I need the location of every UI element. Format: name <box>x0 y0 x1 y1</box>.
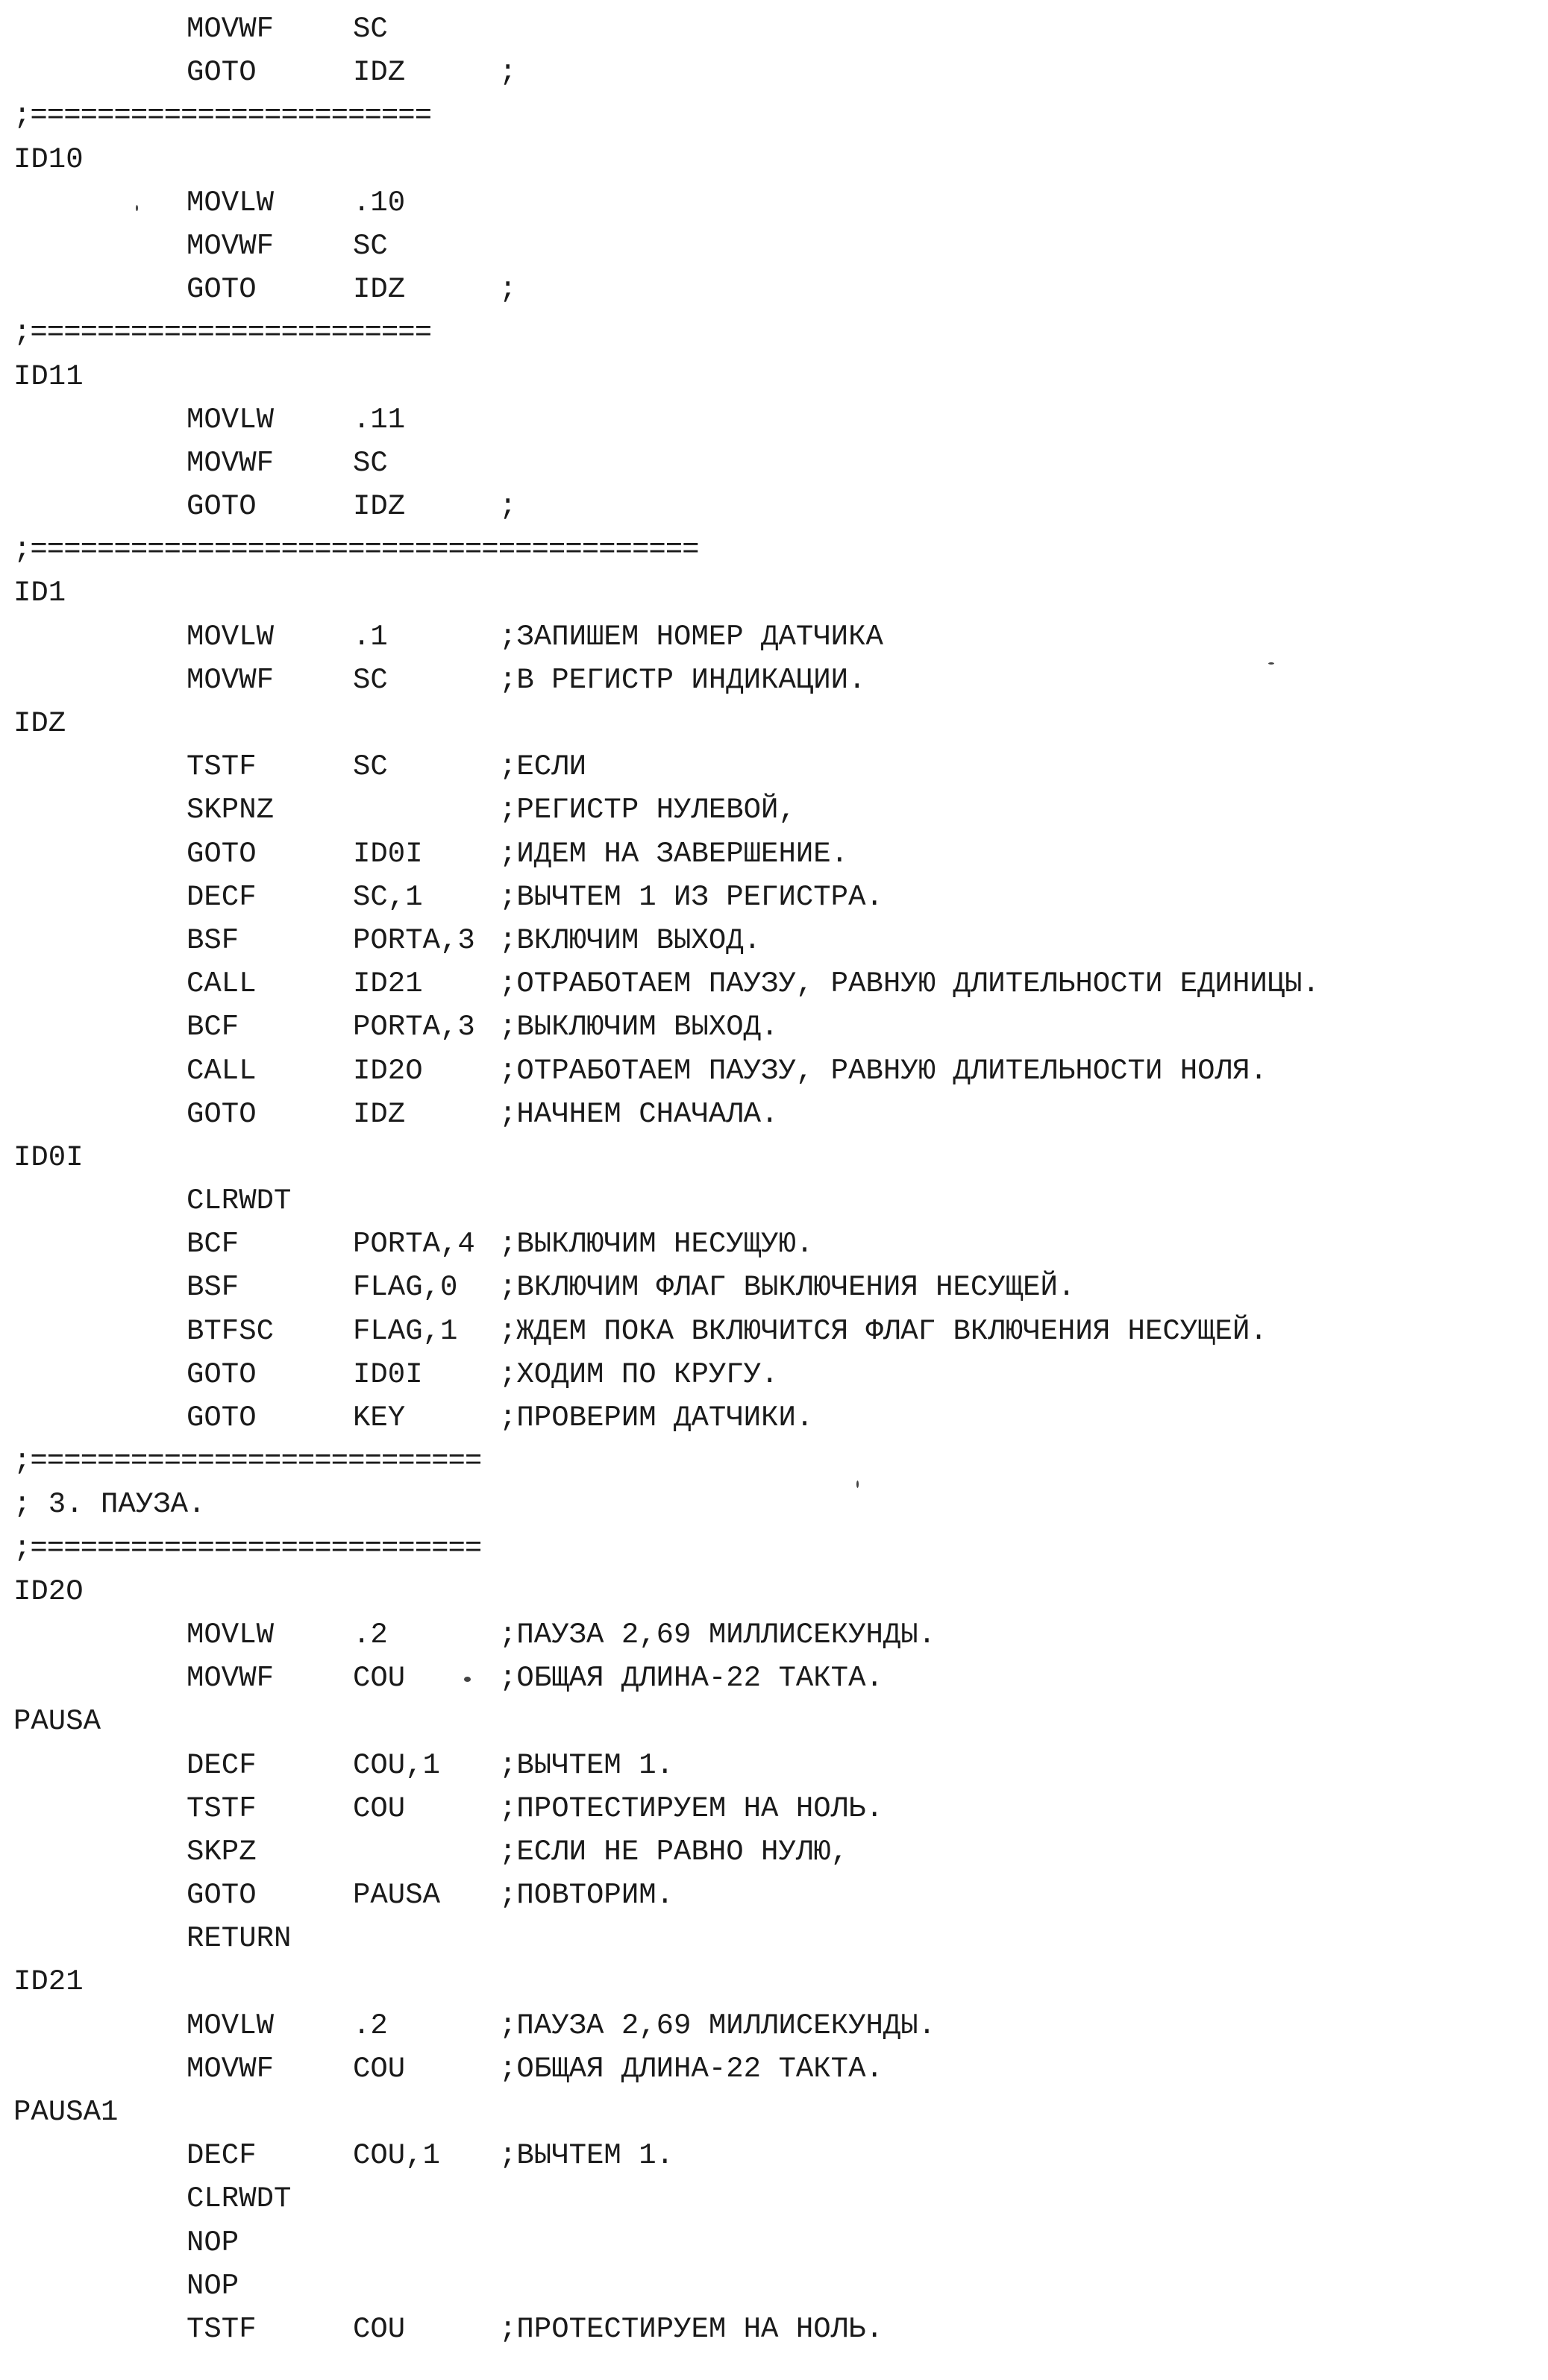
separator: ;======================== <box>13 99 432 133</box>
operand: SC,1 <box>353 880 423 914</box>
mnemonic: BSF <box>187 1271 239 1304</box>
mnemonic: SKPNZ <box>187 794 275 827</box>
code-line <box>13 1744 1535 1787</box>
operand: COU <box>353 2052 406 2085</box>
code-line <box>13 2004 1535 2047</box>
code-line <box>13 2177 1535 2220</box>
mnemonic: MOVLW <box>187 186 275 219</box>
operand: ID0I <box>353 837 423 870</box>
mnemonic: DECF <box>187 2139 257 2173</box>
comment: ;ПАУЗА 2,69 МИЛЛИСЕКУНДЫ. <box>499 2009 936 2042</box>
mnemonic: TSTF <box>187 750 257 784</box>
comment: ;ОБЩАЯ ДЛИНА-22 ТАКТА. <box>499 2052 883 2085</box>
comment: ;РЕГИСТР НУЛЕВОЙ, <box>499 794 796 827</box>
scan-speck <box>464 1677 471 1682</box>
code-line <box>13 268 1535 311</box>
operand: COU <box>353 2312 406 2346</box>
comment: ;ЖДЕМ ПОКА ВКЛЮЧИТСЯ ФЛАГ ВКЛЮЧЕНИЯ НЕСУЩЕЙ. <box>499 1314 1267 1348</box>
separator-line <box>13 94 1535 137</box>
mnemonic: MOVWF <box>187 663 275 697</box>
comment: ;ВЫЧТЕМ 1. <box>499 2139 674 2173</box>
operand: ID0I <box>353 1357 423 1391</box>
code-line <box>13 2308 1535 2351</box>
mnemonic: MOVWF <box>187 2052 275 2085</box>
mnemonic: MOVWF <box>187 13 275 45</box>
operand: PORTA,3 <box>353 1011 475 1044</box>
code-label-line <box>13 1700 1535 1743</box>
comment: ;ВЫКЛЮЧИМ ВЫХОД. <box>499 1011 779 1044</box>
mnemonic: NOP <box>187 2269 239 2302</box>
code-line <box>13 1874 1535 1917</box>
mnemonic: CALL <box>187 1054 257 1087</box>
code-label-line <box>13 138 1535 181</box>
mnemonic: BCF <box>187 1228 239 1261</box>
code-label-line <box>13 702 1535 745</box>
mnemonic: RETURN <box>187 1922 292 1956</box>
code-label: ID10 <box>13 142 84 176</box>
comment: ;ПРОВЕРИМ ДАТЧИКИ. <box>499 1401 814 1434</box>
comment: ;ИДЕМ НА ЗАВЕРШЕНИЕ. <box>499 837 849 870</box>
code-label-line <box>13 1570 1535 1613</box>
code-line <box>13 2047 1535 2091</box>
operand: .1 <box>353 620 388 653</box>
separator-line <box>13 528 1535 571</box>
code-label: ID2O <box>13 1574 84 1608</box>
code-line <box>13 7 1535 51</box>
mnemonic: GOTO <box>187 1097 257 1131</box>
code-label-line <box>13 1136 1535 1179</box>
mnemonic: CALL <box>187 967 257 1001</box>
code-line <box>13 1266 1535 1309</box>
operand: IDZ <box>353 490 406 524</box>
code-line <box>13 1917 1535 1960</box>
operand: FLAG,1 <box>353 1314 458 1348</box>
code-line <box>13 2264 1535 2308</box>
mnemonic: DECF <box>187 1748 257 1782</box>
operand: IDZ <box>353 1097 406 1131</box>
code-line <box>13 1179 1535 1222</box>
code-label: ; 3. ПАУЗА. <box>13 1488 206 1522</box>
comment: ;ЕСЛИ <box>499 750 587 784</box>
separator: ;======================================== <box>13 533 699 567</box>
code-line <box>13 1353 1535 1396</box>
comment: ; <box>499 273 517 307</box>
operand: ID21 <box>353 967 423 1001</box>
mnemonic: BSF <box>187 923 239 957</box>
code-label-line <box>13 355 1535 398</box>
mnemonic: MOVLW <box>187 620 275 653</box>
mnemonic: GOTO <box>187 1401 257 1434</box>
operand: .11 <box>353 403 406 436</box>
code-line <box>13 2221 1535 2264</box>
code-line <box>13 485 1535 528</box>
code-line <box>13 919 1535 962</box>
code-line <box>13 398 1535 442</box>
separator-line <box>13 1527 1535 1570</box>
code-line <box>13 1830 1535 1874</box>
operand: .10 <box>353 186 406 219</box>
comment: ;ХОДИМ ПО КРУГУ. <box>499 1357 779 1391</box>
code-line <box>13 659 1535 702</box>
code-line <box>13 615 1535 659</box>
operand: COU,1 <box>353 1748 441 1782</box>
scan-speck <box>1268 662 1274 665</box>
separator-line <box>13 311 1535 354</box>
comment: ;НАЧНЕМ СНАЧАЛА. <box>499 1097 779 1131</box>
code-line <box>13 832 1535 876</box>
mnemonic: SKPZ <box>187 1835 257 1868</box>
operand: ID2O <box>353 1054 423 1087</box>
code-line <box>13 181 1535 225</box>
mnemonic: GOTO <box>187 1879 257 1912</box>
scan-speck <box>856 1481 859 1488</box>
code-label-line <box>13 1960 1535 2003</box>
comment: ;ОБЩАЯ ДЛИНА-22 ТАКТА. <box>499 1662 883 1695</box>
code-line <box>13 1093 1535 1136</box>
mnemonic: NOP <box>187 2226 239 2259</box>
operand: SC <box>353 229 388 263</box>
separator: ;=========================== <box>13 1445 482 1478</box>
mnemonic: MOVWF <box>187 446 275 480</box>
operand: IDZ <box>353 273 406 307</box>
operand: .2 <box>353 1618 388 1651</box>
code-line <box>13 962 1535 1005</box>
comment: ;ЗАПИШЕМ НОМЕР ДАТЧИКА <box>499 620 883 653</box>
mnemonic: CLRWDT <box>187 1184 292 1218</box>
comment: ;ПАУЗА 2,69 МИЛЛИСЕКУНДЫ. <box>499 1618 936 1651</box>
code-line <box>13 745 1535 788</box>
mnemonic: MOVWF <box>187 229 275 263</box>
operand: COU <box>353 1792 406 1825</box>
comment: ;ОТРАБОТАЕМ ПАУЗУ, РАВНУЮ ДЛИТЕЛЬНОСТИ ЕДИНИЦЫ. <box>499 967 1320 1001</box>
comment: ;ВЫЧТЕМ 1 ИЗ РЕГИСТРА. <box>499 880 883 914</box>
comment: ; <box>499 56 517 90</box>
operand: IDZ <box>353 56 406 90</box>
operand: COU <box>353 1662 406 1695</box>
code-label: ID21 <box>13 1965 84 1999</box>
code-line <box>13 51 1535 94</box>
comment: ;ВКЛЮЧИМ ФЛАГ ВЫКЛЮЧЕНИЯ НЕСУЩЕЙ. <box>499 1271 1076 1304</box>
mnemonic: GOTO <box>187 273 257 307</box>
code-label-line <box>13 571 1535 615</box>
comment: ; <box>499 490 517 524</box>
mnemonic: MOVLW <box>187 2009 275 2042</box>
comment: ;ПОВТОРИМ. <box>499 1879 674 1912</box>
code-label: ID0I <box>13 1140 84 1174</box>
operand: PORTA,3 <box>353 923 475 957</box>
operand: SC <box>353 13 388 45</box>
mnemonic: BCF <box>187 1011 239 1044</box>
mnemonic: MOVWF <box>187 1662 275 1695</box>
code-line <box>13 1222 1535 1266</box>
separator-line <box>13 1439 1535 1483</box>
mnemonic: BTFSC <box>187 1314 275 1348</box>
code-label-line <box>13 1483 1535 1526</box>
code-label: IDZ <box>13 707 66 740</box>
comment: ;ОТРАБОТАЕМ ПАУЗУ, РАВНУЮ ДЛИТЕЛЬНОСТИ НОЛЯ. <box>499 1054 1267 1087</box>
operand: COU,1 <box>353 2139 441 2173</box>
mnemonic: CLRWDT <box>187 2182 292 2216</box>
mnemonic: TSTF <box>187 1792 257 1825</box>
code-line <box>13 1005 1535 1049</box>
operand: .2 <box>353 2009 388 2042</box>
operand: SC <box>353 663 388 697</box>
comment: ;ВКЛЮЧИМ ВЫХОД. <box>499 923 762 957</box>
separator: ;=========================== <box>13 1531 482 1565</box>
mnemonic: GOTO <box>187 490 257 524</box>
code-line <box>13 1049 1535 1093</box>
code-label: ID1 <box>13 577 66 610</box>
code-line <box>13 876 1535 919</box>
comment: ;В РЕГИСТР ИНДИКАЦИИ. <box>499 663 866 697</box>
mnemonic: MOVLW <box>187 1618 275 1651</box>
code-label-line <box>13 2091 1535 2134</box>
operand: PAUSA <box>353 1879 441 1912</box>
comment: ;ВЫЧТЕМ 1. <box>499 1748 674 1782</box>
mnemonic: TSTF <box>187 2312 257 2346</box>
code-line <box>13 225 1535 268</box>
code-line <box>13 1657 1535 1700</box>
scan-speck <box>136 205 138 211</box>
code-label: PAUSA <box>13 1705 101 1739</box>
code-line <box>13 1310 1535 1353</box>
code-line <box>13 788 1535 832</box>
code-line <box>13 442 1535 485</box>
code-listing <box>13 7 1535 2351</box>
comment: ;ПРОТЕСТИРУЕМ НА НОЛЬ. <box>499 1792 883 1825</box>
comment: ;ВЫКЛЮЧИМ НЕСУЩУЮ. <box>499 1228 814 1261</box>
code-label: PAUSA1 <box>13 2096 119 2129</box>
operand: FLAG,0 <box>353 1271 458 1304</box>
code-label: ID11 <box>13 359 84 393</box>
code-line <box>13 2134 1535 2177</box>
mnemonic: MOVLW <box>187 403 275 436</box>
mnemonic: GOTO <box>187 837 257 870</box>
code-line <box>13 1787 1535 1830</box>
operand: KEY <box>353 1401 406 1434</box>
code-line <box>13 1613 1535 1657</box>
operand: SC <box>353 446 388 480</box>
code-line <box>13 1396 1535 1439</box>
operand: SC <box>353 750 388 784</box>
mnemonic: GOTO <box>187 1357 257 1391</box>
separator: ;======================== <box>13 316 432 350</box>
mnemonic: GOTO <box>187 56 257 90</box>
comment: ;ПРОТЕСТИРУЕМ НА НОЛЬ. <box>499 2312 883 2346</box>
operand: PORTA,4 <box>353 1228 475 1261</box>
mnemonic: DECF <box>187 880 257 914</box>
comment: ;ЕСЛИ НЕ РАВНО НУЛЮ, <box>499 1835 849 1868</box>
